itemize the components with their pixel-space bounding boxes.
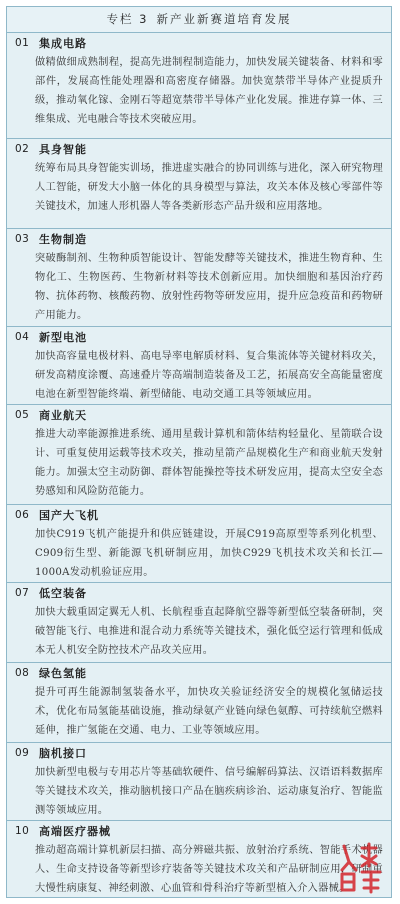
section-number: 04 [15, 331, 30, 343]
section-number: 01 [15, 37, 30, 49]
section-title: 商业航天 [39, 409, 87, 422]
section-text: 做精做细成熟制程，提高先进制程制造能力，加快发展关键装备、材料和零部件，发展高性能处理器和高密度存储器。加快宽禁带半导体产业提质升级，推动氧化镓、金刚石等超宽禁带半导体产业化发展。推进存算一体、三维集成、光电融合等技术突破应用。 [35, 57, 383, 125]
section-10 [7, 821, 391, 898]
section-04 [7, 327, 391, 405]
section-title: 生物制造 [39, 233, 87, 246]
section-title: 具身智能 [39, 143, 87, 156]
section-number: 10 [15, 825, 30, 837]
feature-box [6, 6, 392, 898]
section-text: 加快C919飞机产能提升和供应链建设，开展C919高原型等系列化机型、C909衍生型、新能源飞机研制应用，加快C929飞机技术攻关和长江—1000A发动机验证应用。 [35, 529, 383, 578]
section-title: 新型电池 [39, 331, 87, 344]
section-title: 高端医疗器械 [39, 825, 111, 838]
section-05 [7, 405, 391, 505]
section-number: 09 [15, 747, 30, 759]
section-text: 突破酶制剂、生物种质智能设计、智能发酵等关键技术，推进生物育种、生物化工、生物医药、生物新材料等技术创新应用。加快细胞和基因治疗药物、抗体药物、核酸药物、放射性药物等研发应用，提升应急疫苗和药物研产用能力。 [35, 253, 383, 321]
section-number: 05 [15, 409, 30, 421]
section-01 [7, 33, 391, 139]
section-text: 加快高容量电极材料、高电导率电解质材料、复合集流体等关键材料攻关，研发高精度涂覆、高速叠片等高端制造装备及工艺，拓展高安全高能量密度电池在新型智能终端、新型储能、电动交通工具等领域应用。 [35, 351, 383, 400]
section-02 [7, 139, 391, 229]
section-text: 加快新型电极与专用芯片等基础软硬件、信号编解码算法、汉语语料数据库等关键技术攻关，推动脑机接口产品在脑疾病诊治、运动康复治疗、智能监测等领域应用。 [35, 767, 383, 816]
section-text: 加快大载重固定翼无人机、长航程垂直起降航空器等新型低空装备研制，突破智能飞行、电推进和混合动力系统等关键技术，强化低空运行管理和低成本无人机安全防控技术产品攻关应用。 [35, 607, 383, 656]
box-label: 专栏 3 [106, 12, 149, 26]
section-text: 统筹布局具身智能实训场，推进虚实融合的协同训练与进化，深入研究物理人工智能，研发大小脑一体化的具身模型与算法，攻关本体及核心零部件等关键技术，加速人形机器人等各类新形态产品升级和应用落地。 [35, 163, 383, 212]
section-text: 推进大动率能源推进系统、通用星载计算机和箭体结构轻量化、星箭联合设计、可重复使用运载等技术攻关，推动星箭产品规模化生产和商业航天发射能力。加强太空主动防御、群体智能操控等技术研发应用，提高太空安全态势感知和风险防范能力。 [35, 429, 383, 497]
section-number: 08 [15, 667, 30, 679]
section-09 [7, 743, 391, 821]
box-title [7, 7, 391, 33]
section-text: 提升可再生能源制氢装备水平，加快攻关验证经济安全的规模化氢储运技术，优化布局氢能基础设施，推动绿氨产业链向绿色氨醇、可持续航空燃料延伸，推广氢能在交通、电力、工业等领域应用。 [35, 687, 383, 736]
section-number: 03 [15, 233, 30, 245]
section-title: 脑机接口 [39, 747, 87, 760]
section-06 [7, 505, 391, 583]
section-title: 低空装备 [39, 587, 87, 600]
section-text: 推动超高端计算机新层扫描、高分辨磁共振、放射治疗系统、智能手术机器人、生命支持设备等新型诊疗装备等关键技术攻关和产品研制应用，研制重大慢性病康复、神经刺激、心血管和骨科治疗等新型植入介入器械。 [35, 845, 383, 894]
section-07 [7, 583, 391, 663]
section-number: 02 [15, 143, 30, 155]
section-title: 集成电路 [39, 37, 87, 50]
section-03 [7, 229, 391, 327]
section-08 [7, 663, 391, 743]
section-title: 国产大飞机 [39, 509, 99, 522]
section-title: 绿色氢能 [39, 667, 87, 680]
section-number: 07 [15, 587, 30, 599]
section-number: 06 [15, 509, 30, 521]
box-title-text: 新产业新赛道培育发展 [156, 12, 292, 26]
